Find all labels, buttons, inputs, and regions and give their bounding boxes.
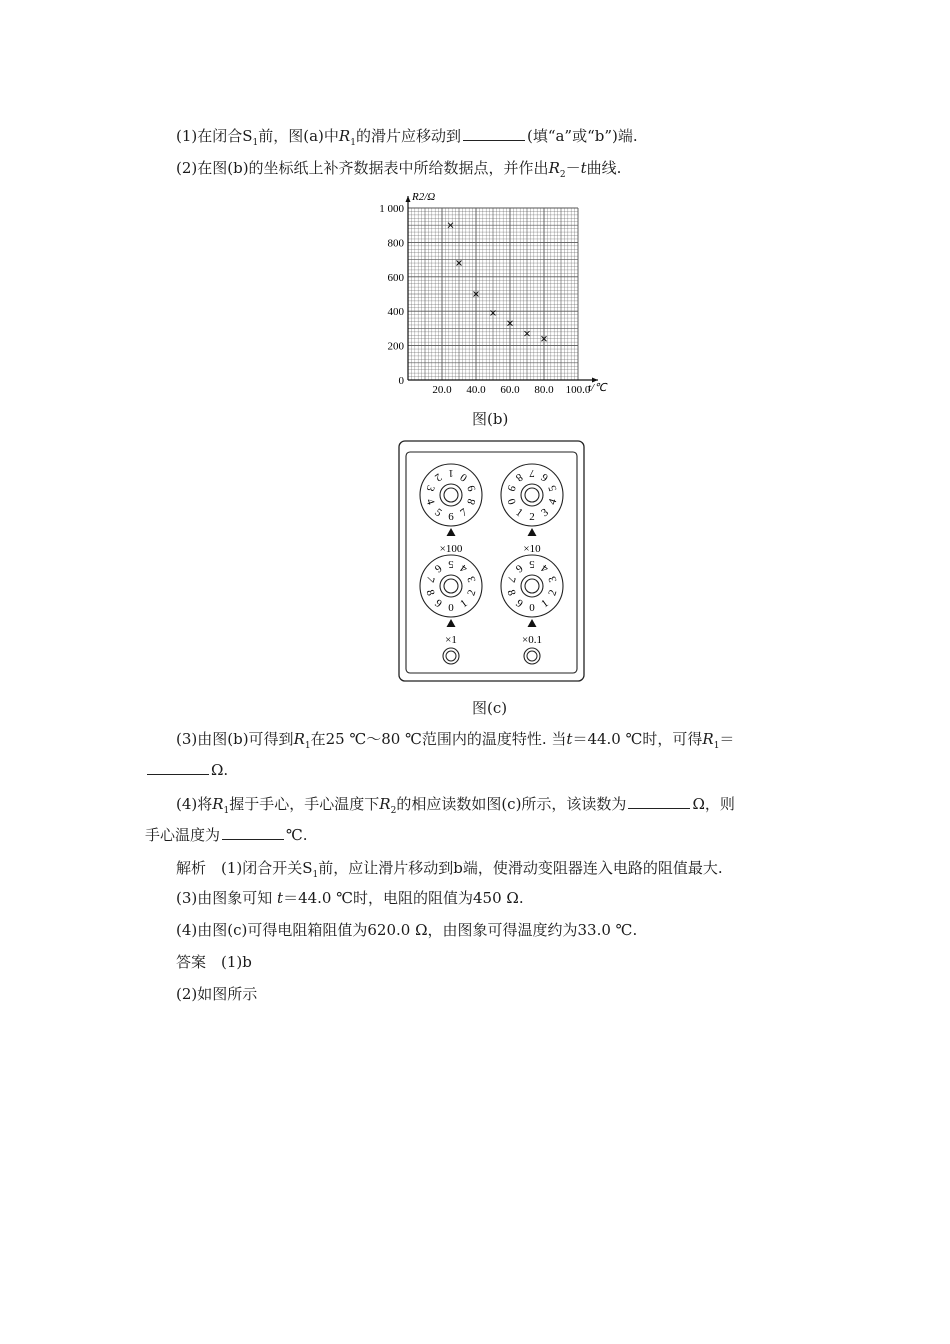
pointer-arrow	[528, 619, 537, 627]
dial-digit: 0	[458, 470, 470, 484]
x-tick-label: 60.0	[500, 384, 520, 396]
dial-digit: 7	[504, 574, 518, 584]
dial-knob-inner	[525, 488, 539, 502]
dial-digit: 3	[423, 483, 437, 493]
dial-digit: 6	[448, 511, 454, 523]
dial-digit: 4	[458, 561, 470, 575]
dial-digit: 5	[546, 483, 560, 493]
dial-digit: 2	[465, 588, 479, 598]
dial-digit: 0	[448, 602, 454, 614]
figure-c-caption: 图(c)	[472, 699, 508, 717]
dial-digit: 9	[513, 597, 525, 611]
grid-paper	[408, 208, 578, 380]
dial-knob-outer	[521, 484, 543, 506]
y-tick-label: 800	[387, 237, 404, 250]
y-tick-labels	[379, 203, 404, 387]
question-3: (3)由图(b)可得到$R_1$在25 ℃～80 ℃范围内的温度特性. 当t＝44.0 ℃时，可得$R_1=$	[176, 730, 735, 751]
answer-blank	[628, 794, 690, 809]
question-3-cont: Ω.	[145, 760, 228, 780]
y-tick-label: 1 000	[379, 203, 404, 215]
y-tick-label: 0	[398, 375, 404, 387]
dial-digit: 1	[513, 506, 525, 520]
dial-multiplier-label: ×10	[523, 543, 541, 555]
dial-digit: 9	[504, 483, 518, 493]
data-points	[448, 223, 547, 342]
question-1: (1)在闭合$S_1$前，图(a)中$R_1$的滑片应移动到 (填“a”或“b”)端.	[176, 127, 638, 148]
x-tick-label: 80.0	[534, 384, 554, 396]
dial-digit: 9	[465, 483, 479, 493]
dial-digit: 7	[458, 506, 470, 520]
terminal-right	[524, 648, 540, 664]
dial-digit: 5	[448, 558, 454, 570]
dial-knob-inner	[525, 579, 539, 593]
answer-blank	[463, 126, 525, 141]
dial-digit: 7	[423, 574, 437, 584]
dial-digit: 4	[546, 497, 560, 507]
dial-digit: 0	[529, 602, 535, 614]
x-tick-label: 40.0	[466, 384, 486, 396]
question-4-cont: 手心温度为 ℃.	[145, 826, 308, 844]
question-4: (4)将$R_1$握于手心，手心温度下$R_2$的相应读数如图(c)所示，该读数为 Ω，则	[176, 795, 735, 816]
dial-digit: 1	[448, 467, 454, 479]
y-tick-label: 400	[387, 306, 404, 319]
dial-digit: 0	[504, 497, 518, 507]
answer-blank	[147, 760, 209, 775]
dial-digit: 8	[513, 470, 525, 484]
dial-digit: 2	[529, 511, 535, 523]
y-axis-arrow	[406, 196, 411, 202]
dial-digit: 4	[423, 497, 437, 507]
dial	[501, 464, 563, 555]
dial-digit: 2	[432, 470, 444, 484]
dial-digit: 3	[539, 506, 551, 520]
y-axis-label: R2/Ω	[412, 191, 436, 203]
dial-digit: 9	[432, 597, 444, 611]
x-tick-label: 20.0	[432, 384, 452, 396]
x-tick-labels	[432, 384, 591, 396]
pointer-arrow	[528, 528, 537, 536]
dial-multiplier-label: ×100	[439, 543, 463, 555]
pointer-arrow	[447, 619, 456, 627]
resistance-box	[398, 440, 586, 684]
dial-digit: 3	[546, 574, 560, 584]
dial-digit: 4	[539, 561, 551, 575]
answer-blank	[222, 825, 284, 840]
pointer-arrow	[447, 528, 456, 536]
dial	[501, 555, 563, 646]
dial-knob-outer	[440, 484, 462, 506]
x-axis-label: t/℃	[588, 382, 607, 394]
axes	[406, 196, 599, 383]
dial-digit: 1	[458, 597, 470, 611]
analysis-1: 解析 (1)闭合开关$S_1$前，应让滑片移动到b端，使滑动变阻器连入电路的阻值最大.	[176, 859, 723, 880]
dial-digit: 6	[432, 561, 444, 575]
figure-b-caption: 图(b)	[472, 410, 509, 428]
y-tick-label: 200	[387, 340, 404, 353]
dial	[420, 555, 482, 646]
dial-knob-inner	[444, 579, 458, 593]
dial-knob-outer	[521, 575, 543, 597]
dial-digit: 5	[432, 506, 444, 520]
dial-knob-outer	[440, 575, 462, 597]
question-2: (2)在图(b)的坐标纸上补齐数据表中所给数据点，并作出$R_2-t$曲线.	[176, 159, 622, 180]
dial-digit: 7	[529, 467, 535, 479]
dial-digit: 6	[513, 561, 525, 575]
analysis-4: (4)由图(c)可得电阻箱阻值为620.0 Ω，由图象可得温度约为33.0 ℃.	[176, 921, 638, 939]
dial-digit: 6	[539, 470, 551, 484]
dial-digit: 2	[546, 588, 560, 598]
dial	[420, 464, 482, 555]
dial-multiplier-label: ×1	[445, 634, 457, 646]
r-t-graph	[366, 190, 616, 400]
x-tick-label: 100.0	[565, 384, 591, 396]
answer-2: (2)如图所示	[176, 985, 258, 1003]
dial-digit: 8	[504, 588, 518, 598]
answer-1: 答案 (1)b	[176, 953, 252, 971]
dial-multiplier-label: ×0.1	[522, 634, 542, 646]
y-tick-label: 600	[387, 271, 404, 284]
terminal-left	[443, 648, 459, 664]
dial-knob-inner	[444, 488, 458, 502]
dial-digit: 3	[465, 574, 479, 584]
analysis-3: (3)由图象可知 t＝44.0 ℃时，电阻的阻值为450 Ω.	[176, 889, 524, 907]
dial-digit: 8	[423, 588, 437, 598]
dial-digit: 5	[529, 558, 535, 570]
dial-digit: 8	[465, 497, 479, 507]
dial-digit: 1	[539, 597, 551, 611]
